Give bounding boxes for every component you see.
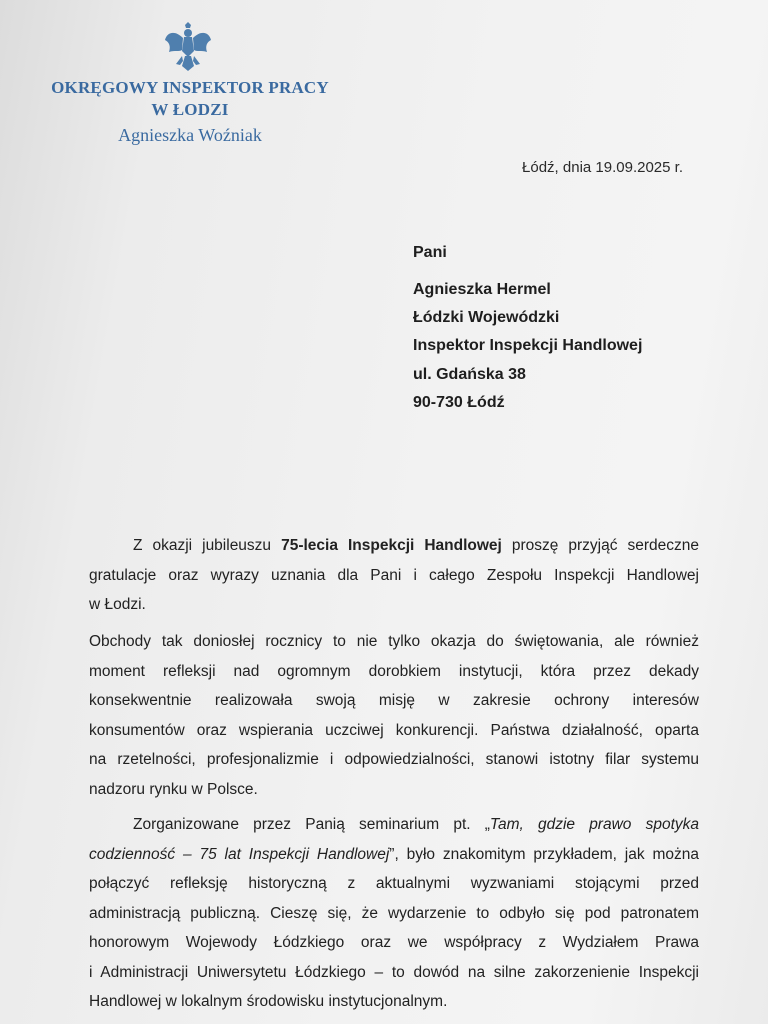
paragraph-2-line: Obchody tak doniosłej rocznicy to nie tylko okazja do świętowania, ale również — [89, 633, 699, 650]
paragraph-3-line — [89, 810, 699, 840]
text: Zorganizowane przez Panią seminarium pt. „ — [133, 816, 490, 833]
text: proszę przyjąć serdeczne — [501, 537, 699, 554]
recipient-street: ul. Gdańska 38 — [413, 366, 526, 383]
paragraph-3-line — [89, 840, 699, 870]
seminar-title: Tam, gdzie prawo spotyka — [489, 816, 699, 833]
paragraph-2-line: nadzoru rynku w Polsce. — [89, 780, 258, 798]
seminar-title: codzienność – 75 lat Inspekcji Handlowej — [89, 845, 390, 863]
signatory-name: Agnieszka Woźniak — [118, 125, 262, 145]
paragraph-2-line: konsekwentnie realizowała swoją misję w zakresie ochrony interesów — [89, 692, 699, 709]
paragraph-1-line: gratulacje oraz wyrazy uznania dla Pani i całego Zespołu Inspekcji Handlowej — [89, 566, 699, 584]
bold-text: 75-lecia Inspekcji Handlowej — [281, 537, 502, 554]
paragraph-3-line: honorowym Wojewody Łódzkiego oraz we współpracy z Wydziałem Prawa — [89, 934, 699, 951]
paragraph-3-line: i Administracji Uniwersytetu Łódzkiego – to dowód na silne zakorzenienie Inspekcji — [89, 963, 699, 981]
text: Z okazji jubileuszu — [133, 537, 282, 554]
recipient-salutation: Pani — [413, 244, 447, 261]
polish-eagle-emblem-icon — [163, 20, 213, 74]
letter-date: Łódź, dnia 19.09.2025 r. — [522, 159, 683, 176]
paragraph-3-line: administracją publiczną. Cieszę się, że wydarzenie to odbyło się pod patronatem — [89, 904, 699, 922]
text: ”, było znakomitym przykładem, jak można — [389, 845, 699, 863]
paragraph-3-line: połączyć refleksję historyczną z aktualnymi wyzwaniami stojącymi przed — [89, 875, 699, 892]
recipient-city: 90-730 Łódź — [413, 394, 505, 411]
org-title: OKRĘGOWY INSPEKTOR PRACY — [51, 78, 329, 97]
paragraph-1 — [89, 531, 699, 620]
recipient-name: Agnieszka Hermel — [413, 281, 551, 298]
paragraph-2-line: moment refleksji nad ogromnym dorobkiem instytucji, która przez dekady — [89, 662, 699, 680]
recipient-title-line1: Łódzki Wojewódzki — [413, 309, 560, 326]
paragraph-1-line: w Łodzi. — [89, 596, 146, 613]
paragraph-3-line: Handlowej w lokalnym środowisku instytucjonalnym. — [89, 993, 448, 1010]
paragraph-2-line: konsumentów oraz wspierania uczciwej konkurencji. Państwa działalność, oparta — [89, 721, 699, 739]
recipient-title-line2: Inspektor Inspekcji Handlowej — [413, 337, 643, 354]
paragraph-3 — [89, 810, 699, 1017]
paragraph-2-line: na rzetelności, profesjonalizmie i odpowiedzialności, stanowi istotny filar systemu — [89, 751, 699, 768]
org-city: W ŁODZI — [151, 100, 229, 119]
paragraph-2 — [89, 627, 699, 804]
paragraph-1-line — [89, 531, 699, 561]
